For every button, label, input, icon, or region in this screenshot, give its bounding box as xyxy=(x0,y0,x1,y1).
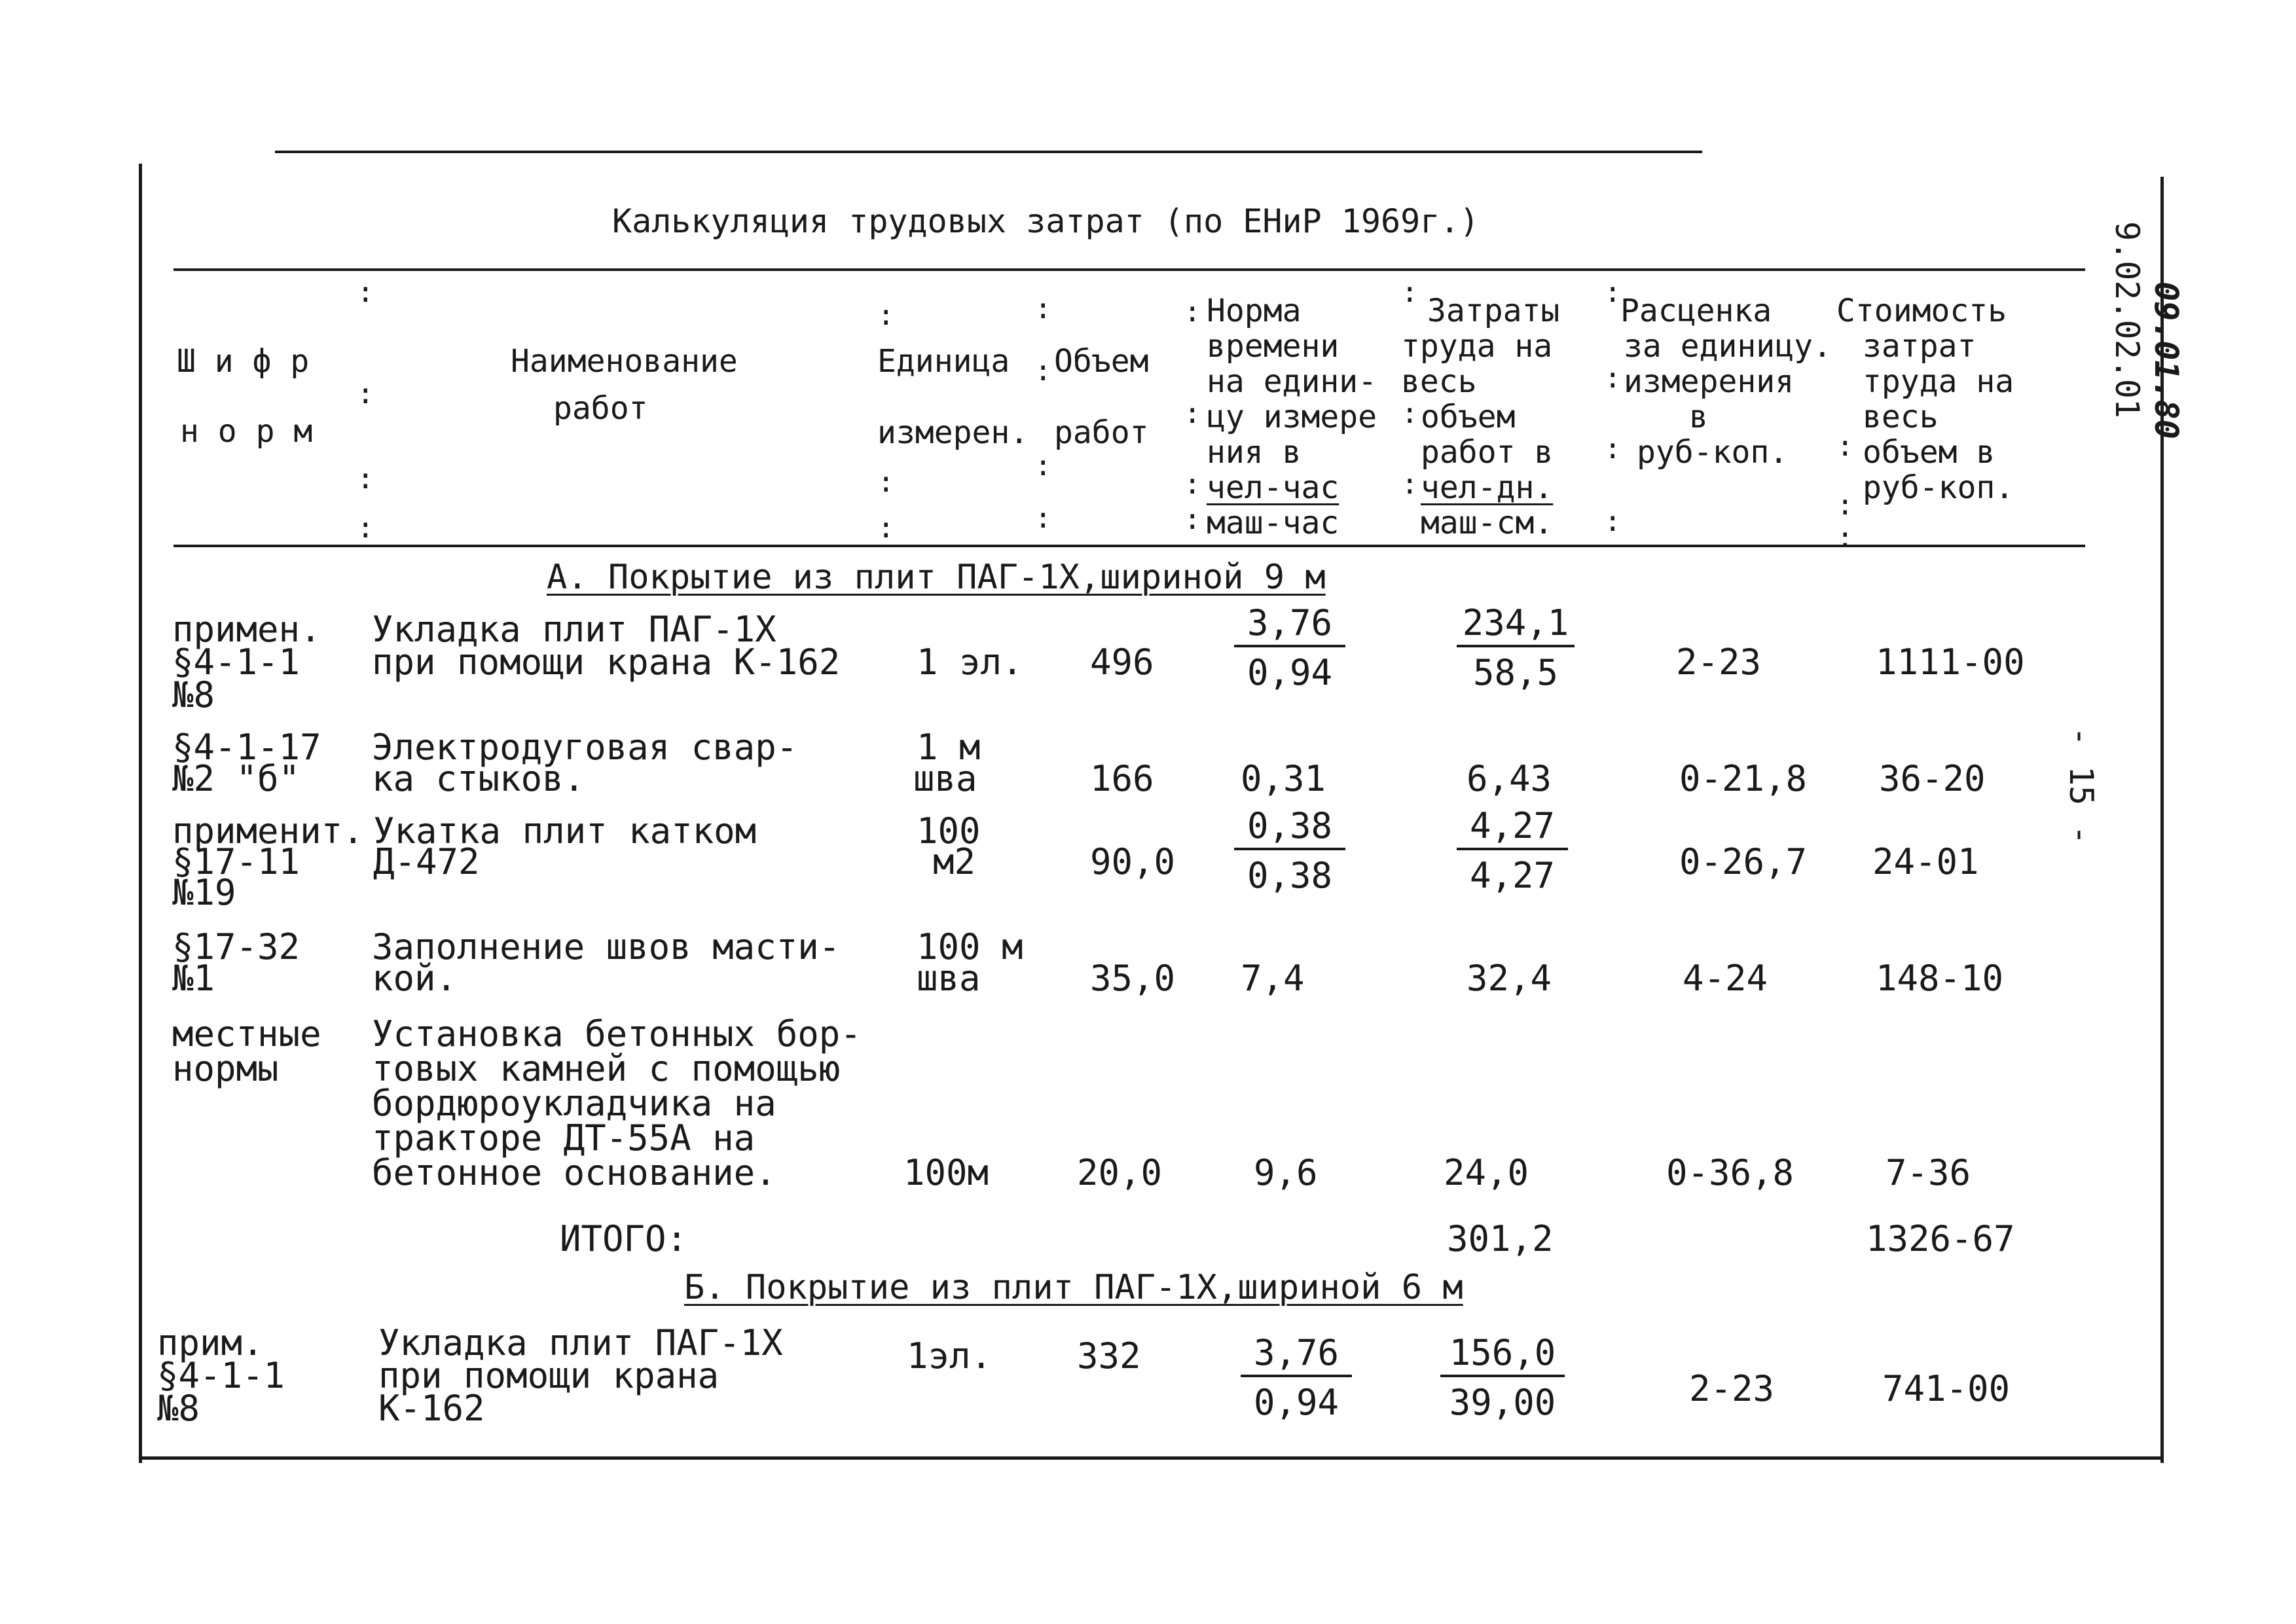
column-separator: : xyxy=(1184,295,1201,329)
col-rate-line4: в xyxy=(1689,399,1708,435)
col-cost-line6: руб-коп. xyxy=(1863,469,2014,506)
col-labor-line2: труда на xyxy=(1401,328,1553,365)
row-code-line: §4-1-17 xyxy=(172,727,321,768)
norm-per-machine-hour: 0,38 xyxy=(1247,855,1333,896)
row-name-line: при помощи крана xyxy=(378,1355,720,1396)
row-code-line: №8 xyxy=(157,1388,200,1429)
row-code-line: §4-1-1 xyxy=(157,1355,285,1396)
col-volume-line1: Объем xyxy=(1054,343,1149,380)
row-unit: 100 xyxy=(917,810,981,852)
row-unit: 100 м xyxy=(917,926,1023,967)
column-separator: : xyxy=(1604,505,1622,538)
row-name-line: Электродуговая свар- xyxy=(372,727,798,768)
column-separator: : xyxy=(1836,521,1854,554)
col-cost-line2: затрат xyxy=(1863,328,1977,365)
labor-man-days: 234,1 xyxy=(1457,605,1575,647)
row-name-line: Укладка плит ПАГ-1Х xyxy=(372,609,776,650)
column-separator: : xyxy=(357,276,374,309)
labor-machine-shifts: 39,00 xyxy=(1449,1382,1556,1423)
side-date: 09.01.80 xyxy=(2147,281,2185,439)
row-norm: 0,31 xyxy=(1241,758,1326,799)
row-labor: 32,4 xyxy=(1467,958,1552,999)
labor-machine-shifts: 58,5 xyxy=(1472,652,1559,693)
col-rate-line2: за единицу. xyxy=(1624,328,1832,365)
row-name-line: тракторе ДТ-55А на xyxy=(372,1117,756,1159)
row-code-line: местные xyxy=(172,1013,321,1055)
row-code-line: §17-11 xyxy=(172,841,301,882)
column-separator: : xyxy=(877,298,895,332)
left-border xyxy=(139,164,142,1463)
row-labor-fraction xyxy=(1457,602,1575,693)
total-label: ИТОГО: xyxy=(560,1218,688,1259)
col-rate-line3: измерения xyxy=(1624,363,1795,400)
row-name-line: товых камней с помощью xyxy=(372,1048,841,1089)
row-cost: 36-20 xyxy=(1879,758,1986,799)
row-norm-fraction xyxy=(1234,602,1345,693)
row-code-line: прим. xyxy=(157,1322,264,1363)
section-b-title: Б. Покрытие из плит ПАГ-1Х,шириной 6 м xyxy=(684,1268,1463,1307)
col-labor-line5: работ в xyxy=(1421,434,1554,471)
row-norm-fraction xyxy=(1234,805,1345,896)
column-separator: : xyxy=(1401,397,1419,430)
col-volume-line2: работ xyxy=(1054,414,1149,451)
col-cost-line3: труда на xyxy=(1863,363,2014,400)
col-unit-line1: Единица xyxy=(877,343,1010,380)
row-unit: шва xyxy=(913,758,977,799)
column-separator: : xyxy=(1034,501,1052,535)
side-code: 9.02.02.01 xyxy=(2108,221,2146,419)
row-name-line: при помощи крана К-162 xyxy=(372,641,841,683)
col-rate-line1: Расценка xyxy=(1620,293,1772,329)
row-code-line: применит. xyxy=(172,810,364,852)
top-rule-scan xyxy=(275,151,1702,153)
col-norm-line2: времени xyxy=(1207,328,1339,365)
row-rate: 0-36,8 xyxy=(1666,1152,1795,1193)
col-norm-line6: чел-час xyxy=(1207,469,1339,506)
total-labor: 301,2 xyxy=(1447,1218,1554,1259)
row-name-line: ка стыков. xyxy=(372,758,585,799)
col-norm-line4: цу измере xyxy=(1207,399,1377,435)
row-labor-fraction xyxy=(1457,805,1568,896)
column-separator: : xyxy=(1034,354,1052,388)
labor-man-days: 4,27 xyxy=(1457,808,1568,850)
document-title: Калькуляция трудовых затрат (по ЕНиР 1969г.) xyxy=(612,202,1480,240)
row-cost: 741-00 xyxy=(1882,1368,2011,1409)
header-top-rule xyxy=(173,268,2085,271)
row-volume: 35,0 xyxy=(1090,958,1176,999)
row-name-line: бетонное основание. xyxy=(372,1152,776,1193)
row-labor: 6,43 xyxy=(1467,758,1552,799)
col-norm-line3: на едини- xyxy=(1207,363,1377,400)
column-separator: : xyxy=(1401,467,1419,501)
row-rate: 0-26,7 xyxy=(1679,841,1808,882)
col-unit-line2: измерен. xyxy=(877,414,1029,451)
row-name-line: Д-472 xyxy=(373,841,480,882)
row-labor-fraction xyxy=(1440,1332,1565,1423)
row-volume: 90,0 xyxy=(1090,841,1176,882)
col-name-line1: Наименование xyxy=(511,343,738,380)
col-labor-line1: Затраты xyxy=(1427,293,1560,329)
column-separator: : xyxy=(357,511,374,545)
col-labor-line6: чел-дн. xyxy=(1421,469,1554,506)
row-norm: 7,4 xyxy=(1241,958,1305,999)
row-code-line: №2 "б" xyxy=(172,758,301,799)
col-code-line2: н о р м xyxy=(180,413,313,450)
column-separator: : xyxy=(1836,429,1854,463)
row-volume: 166 xyxy=(1090,758,1154,799)
norm-per-man-hour: 0,38 xyxy=(1234,808,1345,850)
row-unit: 100м xyxy=(903,1152,989,1193)
column-separator: : xyxy=(1401,276,1419,309)
row-unit: 1 м xyxy=(917,727,981,768)
norm-per-man-hour: 3,76 xyxy=(1234,605,1345,647)
row-unit: 1 эл. xyxy=(917,641,1023,683)
norm-per-man-hour: 3,76 xyxy=(1241,1335,1352,1377)
row-code-line: §4-1-1 xyxy=(172,641,301,683)
row-volume: 20,0 xyxy=(1077,1152,1163,1193)
total-cost: 1326-67 xyxy=(1866,1218,2015,1259)
col-norm-line1: Норма xyxy=(1207,293,1302,329)
page-number: - 15 - xyxy=(2062,727,2100,845)
norm-per-machine-hour: 0,94 xyxy=(1247,652,1333,693)
row-name-line: кой. xyxy=(372,958,458,999)
row-cost: 1111-00 xyxy=(1876,641,2025,683)
row-cost: 7-36 xyxy=(1886,1152,1971,1193)
row-name-line: Заполнение швов масти- xyxy=(372,926,841,967)
column-separator: : xyxy=(877,465,895,499)
column-separator: : xyxy=(1034,449,1052,482)
column-separator: : xyxy=(1184,397,1201,430)
row-code-line: примен. xyxy=(172,609,321,650)
col-rate-line5: руб-коп. xyxy=(1637,434,1789,471)
norm-per-machine-hour: 0,94 xyxy=(1253,1382,1339,1423)
row-unit: м2 xyxy=(933,841,976,882)
row-name-line: Установка бетонных бор- xyxy=(372,1013,862,1055)
column-separator: : xyxy=(1836,488,1854,522)
col-labor-line7: маш-см. xyxy=(1421,505,1554,541)
row-code-line: №8 xyxy=(172,674,215,715)
col-norm-line7: маш-час xyxy=(1207,505,1339,541)
row-code-line: нормы xyxy=(172,1048,279,1089)
bottom-rule xyxy=(141,1456,2164,1460)
row-name-line: бордюроукладчика на xyxy=(372,1083,776,1124)
col-code-line1: Ш и ф р xyxy=(177,343,310,380)
row-rate: 2-23 xyxy=(1676,641,1762,683)
col-cost-line5: объем в xyxy=(1863,434,1995,471)
column-separator: : xyxy=(1604,276,1622,309)
col-norm-line5: ния в xyxy=(1207,434,1302,471)
column-separator: : xyxy=(1184,467,1201,501)
col-cost-line4: весь xyxy=(1863,399,1939,435)
row-norm-fraction xyxy=(1241,1332,1352,1423)
column-separator: : xyxy=(1604,361,1622,395)
row-name-line: Укатка плит катком xyxy=(373,810,757,852)
column-separator: : xyxy=(1034,292,1052,325)
row-code-line: №1 xyxy=(172,958,215,999)
row-name-line: Укладка плит ПАГ-1Х xyxy=(378,1322,783,1363)
row-volume: 496 xyxy=(1090,641,1154,683)
row-rate: 0-21,8 xyxy=(1679,758,1808,799)
row-rate: 4-24 xyxy=(1683,958,1768,999)
row-code-line: §17-32 xyxy=(172,926,301,967)
row-name-line: К-162 xyxy=(378,1388,485,1429)
row-cost: 148-10 xyxy=(1876,958,2004,999)
column-separator: : xyxy=(357,377,374,410)
row-rate: 2-23 xyxy=(1689,1368,1775,1409)
section-a-title: А. Покрытие из плит ПАГ-1Х,шириной 9 м xyxy=(547,558,1326,597)
column-separator: : xyxy=(1604,432,1622,465)
col-labor-line4: объем xyxy=(1421,399,1516,435)
row-unit: 1эл. xyxy=(907,1335,993,1377)
column-separator: : xyxy=(357,462,374,496)
column-separator: : xyxy=(877,511,895,545)
col-name-line2: работ xyxy=(553,390,648,427)
column-separator: : xyxy=(1184,503,1201,536)
row-unit: шва xyxy=(917,958,981,999)
labor-machine-shifts: 4,27 xyxy=(1469,855,1556,896)
header-bottom-rule xyxy=(173,545,2085,547)
row-cost: 24-01 xyxy=(1872,841,1979,882)
row-labor: 24,0 xyxy=(1444,1152,1529,1193)
col-labor-line3: весь xyxy=(1401,363,1477,400)
labor-man-days: 156,0 xyxy=(1440,1335,1565,1377)
row-code-line: №19 xyxy=(172,872,236,913)
row-norm: 9,6 xyxy=(1254,1152,1318,1193)
col-cost-line1: Стоимость xyxy=(1836,293,2007,329)
row-volume: 332 xyxy=(1077,1335,1141,1377)
